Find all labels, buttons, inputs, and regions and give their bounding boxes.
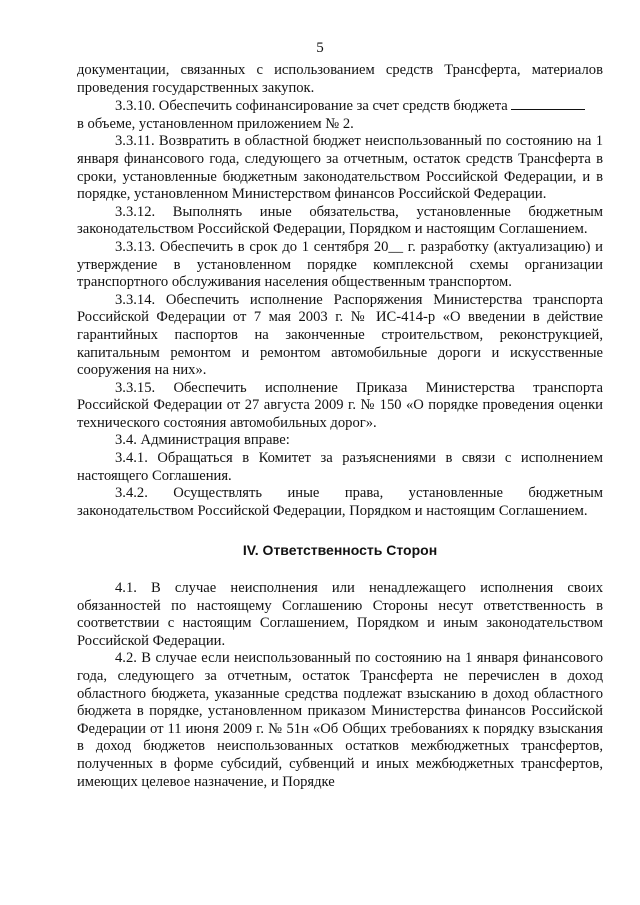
paragraph-3-3-12: 3.3.12. Выполнять иные обязательства, установленные бюджетным законодательством Российской Федерации, Порядком и настоящим Соглашением. (77, 203, 603, 238)
page-number: 5 (316, 40, 324, 56)
paragraph-4-2: 4.2. В случае если неиспользованный по состоянию на 1 января финансового года, следующего за отчетным, остаток Трансферта не перечислен в доход областного бюджета, указанные средства подлежат взысканию в доход областного бюджета в порядке, установленном приказом Министерства финансов Российской Федерации от 11 июня 2009 г. № 51н «Об Общих требованиях к порядку взыскания в доход бюджетов неиспользованных остатков межбюджетных трансфертов, полученных в форме субсидий, субвенций и иных межбюджетных трансфертов, имеющих целевое назначение, и Порядке (77, 650, 603, 790)
section-heading: IV. Ответственность Сторон (242, 542, 438, 559)
paragraph-3-4: 3.4. Администрация вправе: (115, 432, 290, 449)
blank-line (511, 97, 585, 110)
paragraph-3-4-2: 3.4.2. Осуществлять иные права, установленные бюджетным законодательством Российской Федерации, Порядком и настоящим Соглашением. (77, 485, 603, 519)
paragraph-3-3-10 (77, 97, 603, 116)
paragraph-4-1: 4.1. В случае неисполнения или ненадлежащего исполнения своих обязанностей по настоящему Соглашению Стороны несут ответственность в соответствии с настоящим Соглашением, Порядком и иным законодательством Российской Федерации. (77, 580, 603, 649)
paragraph-3-3-11: 3.3.11. Возвратить в областной бюджет неиспользованный по состоянию на 1 января финансового года, следующего за отчетным, остаток средств Трансферта в сроки, установленные бюджетным законодательством Российской Федерации, и в порядке, установленном Министерством финансов Российской Федерации. (77, 133, 603, 203)
paragraph-continuation: документации, связанных с использованием средств Трансферта, материалов проведения государственных закупок. (77, 62, 603, 96)
paragraph-3-3-14: 3.3.14. Обеспечить исполнение Распоряжения Министерства транспорта Российской Федерации от 7 мая 2003 г. № ИС-414-р «О введении в действие гарантийных паспортов на законченные строительством, реконструкцией, капитальным ремонтом и ремонтом автомобильные дороги и искусственные сооружения на них». (77, 291, 603, 379)
paragraph-3-4-1: 3.4.1. Обращаться в Комитет за разъяснениями в связи с исполнением настоящего Соглашения. (77, 450, 603, 484)
paragraph-3-3-15: 3.3.15. Обеспечить исполнение Приказа Министерства транспорта Российской Федерации от 27 августа 2009 г. № 150 «О порядке проведения оценки технического состояния автомобильных дорог». (77, 379, 603, 431)
paragraph-3-3-13: 3.3.13. Обеспечить в срок до 1 сентября 20__ г. разработку (актуализацию) и утверждение в установленном порядке комплексной схемы организации транспортного обслуживания населения общественным транспортом. (77, 238, 603, 291)
paragraph-3-3-10-text: 3.3.10. Обеспечить софинансирование за счет средств бюджета (115, 98, 508, 115)
document-body (77, 62, 603, 791)
paragraph-3-3-10-cont: в объеме, установленном приложением № 2. (77, 115, 354, 132)
